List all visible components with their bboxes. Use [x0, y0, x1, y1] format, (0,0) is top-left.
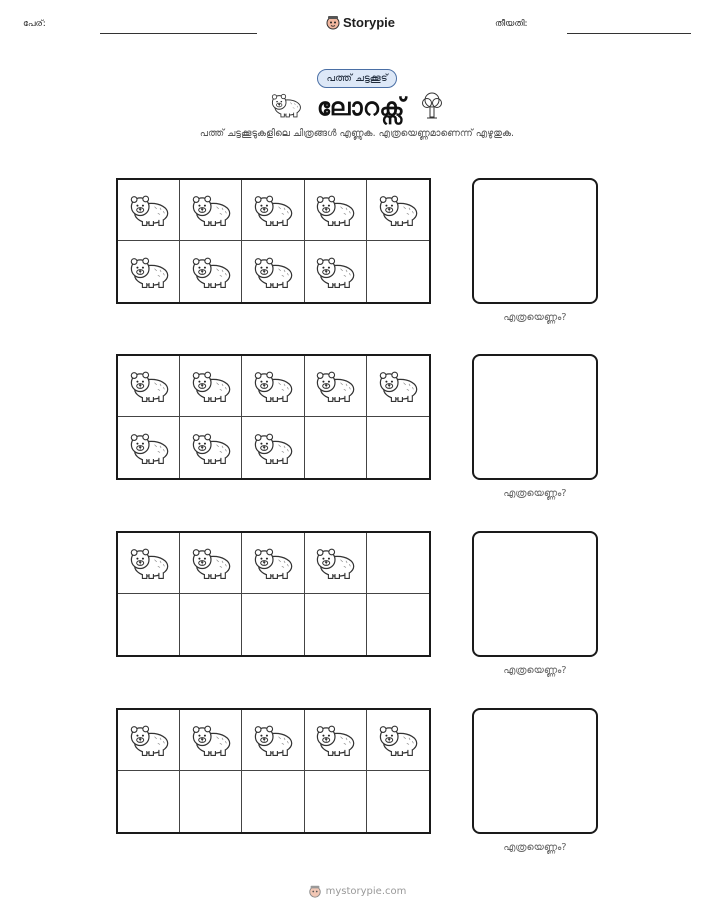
ten-frame-cell	[180, 594, 242, 655]
title-row	[0, 90, 714, 124]
bear-icon	[189, 722, 233, 758]
worksheet-type-badge: പത്ത് ചട്ടക്കൂട്	[317, 69, 396, 88]
ten-frame-cell	[367, 241, 429, 302]
count-question: എത്രയെണ്ണം?	[503, 312, 567, 323]
ten-frame	[116, 708, 431, 834]
ten-frame-cell	[367, 771, 429, 832]
ten-frame	[116, 531, 431, 657]
bear-icon	[189, 430, 233, 466]
name-label: പേര്:	[23, 19, 46, 29]
bear-icon	[376, 722, 420, 758]
ten-frame-cell	[180, 356, 242, 417]
ten-frame-cell	[118, 533, 180, 594]
ten-frame-cell	[180, 180, 242, 241]
storypie-mascot-icon	[308, 884, 322, 898]
bear-icon	[127, 254, 171, 290]
bear-icon	[127, 430, 171, 466]
ten-frame-cell	[118, 180, 180, 241]
bear-icon	[313, 192, 357, 228]
ten-frame-cell	[242, 356, 304, 417]
ten-frame-cell	[242, 594, 304, 655]
ten-frame-cell	[180, 241, 242, 302]
bear-icon	[251, 545, 295, 581]
date-label: തീയതി:	[495, 19, 528, 29]
instructions: പത്ത് ചട്ടക്കൂടുകളിലെ ചിത്രങ്ങൾ എണ്ണുക. എത്രയെണ്ണമാണെന്ന് എഴുതുക.	[199, 128, 515, 139]
bear-icon	[127, 192, 171, 228]
ten-frame-cell	[118, 356, 180, 417]
bear-icon	[189, 368, 233, 404]
answer-box[interactable]	[472, 178, 598, 304]
ten-frame-cell	[242, 533, 304, 594]
ten-frame-cell	[180, 533, 242, 594]
brand	[325, 14, 395, 30]
count-question: എത്രയെണ്ണം?	[503, 665, 567, 676]
ten-frame-cell	[305, 533, 367, 594]
bear-icon	[313, 722, 357, 758]
bear-icon	[189, 254, 233, 290]
ten-frame-cell	[367, 356, 429, 417]
ten-frame-cell	[367, 417, 429, 478]
tree-icon	[419, 90, 445, 124]
bear-icon	[127, 722, 171, 758]
brand-name: Storypie	[343, 14, 396, 30]
footer-url: mystorypie.com	[325, 885, 407, 897]
ten-frame-cell	[180, 417, 242, 478]
top-bar	[0, 14, 714, 38]
bear-icon	[269, 91, 303, 123]
ten-frame-cell	[180, 771, 242, 832]
footer	[0, 884, 714, 898]
bear-icon	[127, 545, 171, 581]
ten-frame-cell	[242, 180, 304, 241]
bear-icon	[189, 545, 233, 581]
bear-icon	[251, 722, 295, 758]
count-question: എത്രയെണ്ണം?	[503, 842, 567, 853]
bear-icon	[376, 368, 420, 404]
ten-frame-cell	[118, 710, 180, 771]
ten-frame-cell	[305, 356, 367, 417]
bear-icon	[251, 430, 295, 466]
ten-frame-cell	[242, 710, 304, 771]
bear-icon	[313, 254, 357, 290]
bear-icon	[251, 368, 295, 404]
ten-frame-cell	[367, 594, 429, 655]
worksheet-header	[0, 66, 714, 88]
ten-frame-cell	[367, 533, 429, 594]
bear-icon	[376, 192, 420, 228]
answer-box[interactable]	[472, 708, 598, 834]
ten-frame	[116, 178, 431, 304]
ten-frame-cell	[305, 710, 367, 771]
ten-frame-cell	[367, 710, 429, 771]
bear-icon	[127, 368, 171, 404]
bear-icon	[251, 192, 295, 228]
storypie-mascot-icon	[325, 14, 341, 30]
ten-frame	[116, 354, 431, 480]
name-line	[100, 33, 257, 34]
answer-box[interactable]	[472, 531, 598, 657]
date-line	[567, 33, 691, 34]
ten-frame-cell	[305, 180, 367, 241]
bear-icon	[189, 192, 233, 228]
ten-frame-cell	[242, 241, 304, 302]
ten-frame-cell	[118, 241, 180, 302]
ten-frame-cell	[305, 771, 367, 832]
ten-frame-cell	[118, 594, 180, 655]
ten-frame-cell	[305, 417, 367, 478]
ten-frame-cell	[118, 771, 180, 832]
count-question: എത്രയെണ്ണം?	[503, 488, 567, 499]
answer-box[interactable]	[472, 354, 598, 480]
bear-icon	[313, 545, 357, 581]
ten-frame-cell	[305, 594, 367, 655]
ten-frame-cell	[367, 180, 429, 241]
ten-frame-cell	[242, 417, 304, 478]
ten-frame-cell	[180, 710, 242, 771]
ten-frame-cell	[242, 771, 304, 832]
ten-frame-cell	[118, 417, 180, 478]
page-title: ലോറക്സ്	[317, 93, 405, 121]
ten-frame-cell	[305, 241, 367, 302]
bear-icon	[251, 254, 295, 290]
bear-icon	[313, 368, 357, 404]
